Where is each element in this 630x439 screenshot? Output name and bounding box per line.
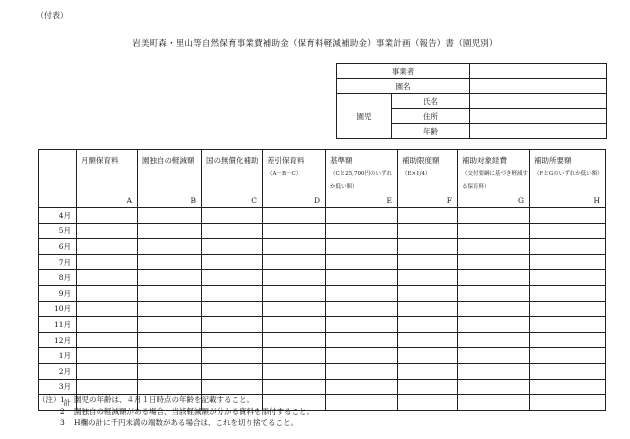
amount-cell-f[interactable] — [398, 332, 458, 348]
amount-cell-g[interactable] — [458, 395, 530, 411]
amount-cell-e[interactable] — [326, 317, 398, 333]
amount-cell-c[interactable] — [202, 223, 263, 239]
amount-cell-c[interactable] — [202, 239, 263, 255]
note-num: 3 — [60, 418, 65, 427]
column-label: 国の無償化補助 — [206, 156, 259, 165]
column-header-d — [263, 150, 326, 208]
note-line — [38, 406, 314, 418]
column-letter: C — [251, 196, 257, 205]
amount-cell-b[interactable] — [138, 285, 202, 301]
amount-cell-g[interactable] — [458, 332, 530, 348]
note-text: 園独自の軽減額がある場合、当該軽減額が分かる資料を添付すること。 — [74, 406, 314, 416]
amount-cell-b[interactable] — [138, 379, 202, 395]
column-letter: F — [446, 196, 452, 205]
amount-cell-d[interactable] — [263, 363, 326, 379]
name-label: 氏名 — [392, 94, 470, 109]
amount-cell-b[interactable] — [138, 348, 202, 364]
amount-cell-f[interactable] — [398, 223, 458, 239]
row-label: 12月 — [39, 332, 77, 348]
address-label: 住所 — [392, 109, 470, 124]
month-row — [39, 348, 606, 364]
info-table — [336, 63, 607, 139]
column-letter: D — [313, 196, 320, 205]
amount-cell-c[interactable] — [202, 208, 263, 224]
corner-cell — [39, 150, 77, 208]
amount-cell-d[interactable] — [263, 239, 326, 255]
row-label: 7月 — [39, 254, 77, 270]
amount-cell-d[interactable] — [263, 379, 326, 395]
amount-cell-e[interactable] — [326, 223, 398, 239]
column-letter: E — [386, 196, 392, 205]
amount-cell-g[interactable] — [458, 285, 530, 301]
column-letter: G — [518, 196, 524, 205]
column-header-h — [530, 150, 606, 208]
amount-cell-h[interactable] — [530, 395, 606, 411]
age-label: 年齢 — [392, 124, 470, 139]
amount-cell-h[interactable] — [530, 254, 606, 270]
amount-cell-h[interactable] — [530, 379, 606, 395]
amount-cell-c[interactable] — [202, 270, 263, 286]
amount-cell-h[interactable] — [530, 332, 606, 348]
amount-cell-e[interactable] — [326, 301, 398, 317]
amount-cell-e[interactable] — [326, 379, 398, 395]
column-header-a — [77, 150, 138, 208]
amount-cell-c[interactable] — [202, 254, 263, 270]
amount-cell-a[interactable] — [77, 348, 138, 364]
column-header-c — [202, 150, 263, 208]
amount-cell-g[interactable] — [458, 379, 530, 395]
note-num: 1 — [60, 395, 65, 404]
amount-cell-g[interactable] — [458, 301, 530, 317]
garden-label: 園名 — [337, 79, 470, 94]
amount-cell-b[interactable] — [138, 223, 202, 239]
amount-cell-a[interactable] — [77, 270, 138, 286]
amount-cell-h[interactable] — [530, 223, 606, 239]
month-row — [39, 317, 606, 333]
amount-cell-g[interactable] — [458, 363, 530, 379]
amount-cell-f[interactable] — [398, 208, 458, 224]
amount-cell-e[interactable] — [326, 363, 398, 379]
amount-cell-d[interactable] — [263, 332, 326, 348]
amount-cell-e[interactable] — [326, 348, 398, 364]
amount-cell-h[interactable] — [530, 239, 606, 255]
amount-cell-g[interactable] — [458, 239, 530, 255]
row-label: 8月 — [39, 270, 77, 286]
amount-cell-f[interactable] — [398, 301, 458, 317]
month-row — [39, 379, 606, 395]
row-label: 1月 — [39, 348, 77, 364]
column-formula: （交付要綱に基づき軽減する保育料） — [462, 171, 529, 190]
amount-cell-h[interactable] — [530, 363, 606, 379]
operator-field[interactable] — [470, 64, 607, 79]
note-prefix: （注） — [38, 395, 61, 404]
amount-cell-g[interactable] — [458, 223, 530, 239]
amount-cell-h[interactable] — [530, 270, 606, 286]
column-letter: A — [126, 196, 132, 205]
amount-cell-d[interactable] — [263, 208, 326, 224]
amount-cell-c[interactable] — [202, 301, 263, 317]
amount-cell-f[interactable] — [398, 239, 458, 255]
month-row — [39, 270, 606, 286]
amount-cell-g[interactable] — [458, 208, 530, 224]
amount-cell-e[interactable] — [326, 254, 398, 270]
amount-cell-f[interactable] — [398, 363, 458, 379]
note-num: 2 — [60, 406, 65, 416]
garden-field[interactable] — [470, 79, 607, 94]
amount-cell-h[interactable] — [530, 348, 606, 364]
amount-cell-b[interactable] — [138, 270, 202, 286]
amount-cell-d[interactable] — [263, 348, 326, 364]
note-prefix — [38, 417, 60, 429]
month-row — [39, 301, 606, 317]
amount-cell-a[interactable] — [77, 285, 138, 301]
operator-label: 事業者 — [337, 64, 470, 79]
amount-cell-a[interactable] — [77, 239, 138, 255]
amount-cell-e[interactable] — [326, 208, 398, 224]
amount-cell-g[interactable] — [458, 254, 530, 270]
amount-cell-f[interactable] — [398, 395, 458, 411]
month-row — [39, 223, 606, 239]
name-field[interactable] — [470, 94, 607, 109]
column-label: 補助対象経費 — [462, 156, 507, 165]
amount-cell-h[interactable] — [530, 285, 606, 301]
column-label: 月額保育料 — [81, 156, 119, 165]
column-label: 補助限度額 — [402, 156, 440, 165]
column-header-e — [326, 150, 398, 208]
note-tag: （付表） — [36, 11, 68, 20]
amount-cell-c[interactable] — [202, 317, 263, 333]
amount-cell-a[interactable] — [77, 208, 138, 224]
column-letter: H — [593, 196, 600, 205]
amount-cell-e[interactable] — [326, 270, 398, 286]
month-row — [39, 239, 606, 255]
page-title: 岩美町森・里山等自然保育事業費補助金（保育料軽減補助金）事業計画（報告）書（園児別） — [132, 39, 498, 49]
month-row — [39, 332, 606, 348]
amount-cell-a[interactable] — [77, 223, 138, 239]
column-label: 補助所要額 — [534, 156, 572, 165]
amount-cell-g[interactable] — [458, 317, 530, 333]
amount-cell-c[interactable] — [202, 363, 263, 379]
month-row — [39, 363, 606, 379]
amount-cell-d[interactable] — [263, 317, 326, 333]
amount-cell-b[interactable] — [138, 301, 202, 317]
amount-cell-a[interactable] — [77, 379, 138, 395]
column-formula: （FとGのいずれか低い額） — [534, 171, 603, 177]
amount-cell-f[interactable] — [398, 348, 458, 364]
column-formula: （Cと25,700円のいずれか低い額） — [330, 171, 392, 190]
column-label: 園独自の軽減額 — [142, 156, 195, 165]
row-label: 9月 — [39, 285, 77, 301]
amount-cell-a[interactable] — [77, 332, 138, 348]
row-label: 10月 — [39, 301, 77, 317]
month-row — [39, 254, 606, 270]
column-label: 基準額 — [330, 156, 353, 165]
month-row — [39, 208, 606, 224]
column-header-b — [138, 150, 202, 208]
amount-cell-c[interactable] — [202, 332, 263, 348]
column-letter: B — [190, 196, 196, 205]
amount-cell-d[interactable] — [263, 285, 326, 301]
amount-cell-f[interactable] — [398, 317, 458, 333]
column-header-f — [398, 150, 458, 208]
amount-cell-b[interactable] — [138, 317, 202, 333]
amount-cell-b[interactable] — [138, 239, 202, 255]
amount-cell-c[interactable] — [202, 285, 263, 301]
plan-table — [38, 149, 606, 411]
amount-cell-b[interactable] — [138, 332, 202, 348]
amount-cell-f[interactable] — [398, 270, 458, 286]
month-row — [39, 285, 606, 301]
amount-cell-b[interactable] — [138, 363, 202, 379]
note-line — [38, 394, 314, 406]
amount-cell-e[interactable] — [326, 285, 398, 301]
amount-cell-f[interactable] — [398, 285, 458, 301]
child-label: 園児 — [337, 94, 392, 139]
note-text: 園児の年齢は、４月１日時点の年齢を記載すること。 — [74, 395, 254, 404]
age-field[interactable] — [470, 124, 607, 139]
amount-cell-g[interactable] — [458, 270, 530, 286]
row-label: 11月 — [39, 317, 77, 333]
column-label: 差引保育料 — [267, 156, 305, 165]
row-label: 計 — [39, 395, 77, 411]
amount-cell-e[interactable] — [326, 239, 398, 255]
notes — [38, 394, 314, 429]
amount-cell-c[interactable] — [202, 348, 263, 364]
note-line — [38, 417, 314, 429]
note-prefix — [38, 406, 60, 418]
amount-cell-h[interactable] — [530, 208, 606, 224]
amount-cell-d[interactable] — [263, 270, 326, 286]
row-label: 4月 — [39, 208, 77, 224]
row-label: 6月 — [39, 239, 77, 255]
row-label: 3月 — [39, 379, 77, 395]
amount-cell-h[interactable] — [530, 317, 606, 333]
amount-cell-a[interactable] — [77, 254, 138, 270]
amount-cell-c[interactable] — [202, 379, 263, 395]
amount-cell-e[interactable] — [326, 332, 398, 348]
column-formula: （E×1/4） — [402, 171, 431, 177]
amount-cell-d[interactable] — [263, 301, 326, 317]
row-label: 5月 — [39, 223, 77, 239]
row-label: 2月 — [39, 363, 77, 379]
note-text: H欄の計に千円未満の端数がある場合は、これを切り捨てること。 — [74, 418, 299, 427]
amount-cell-e[interactable] — [326, 395, 398, 411]
column-formula: （A－B－C） — [267, 171, 302, 177]
amount-cell-b[interactable] — [138, 254, 202, 270]
amount-cell-d[interactable] — [263, 223, 326, 239]
amount-cell-d[interactable] — [263, 254, 326, 270]
amount-cell-f[interactable] — [398, 379, 458, 395]
amount-cell-a[interactable] — [77, 317, 138, 333]
amount-cell-a[interactable] — [77, 363, 138, 379]
column-header-g — [458, 150, 530, 208]
amount-cell-b[interactable] — [138, 208, 202, 224]
address-field[interactable] — [470, 109, 607, 124]
amount-cell-a[interactable] — [77, 301, 138, 317]
amount-cell-g[interactable] — [458, 348, 530, 364]
amount-cell-h[interactable] — [530, 301, 606, 317]
amount-cell-f[interactable] — [398, 254, 458, 270]
